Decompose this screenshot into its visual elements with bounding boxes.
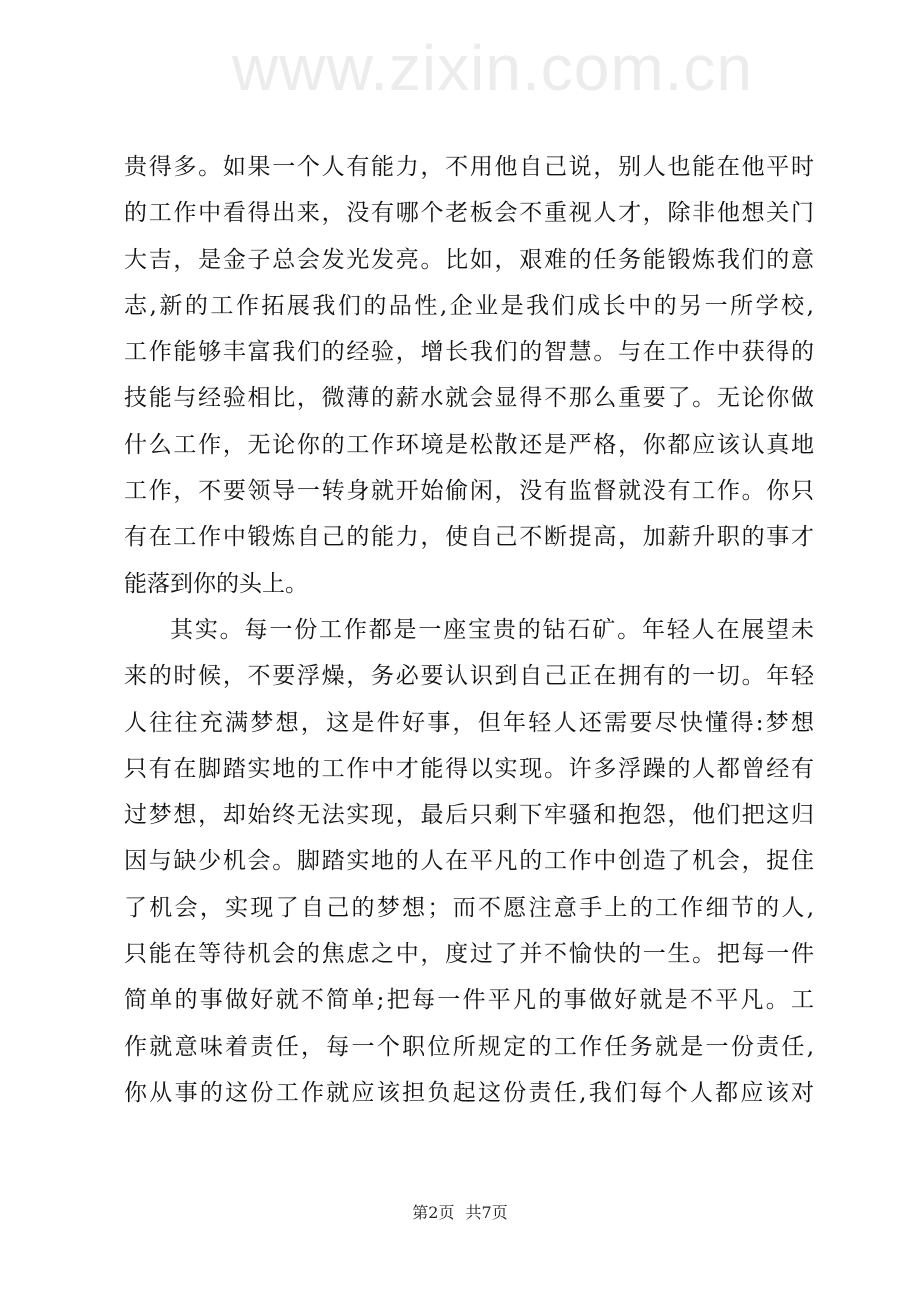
page-total: 共7页 bbox=[465, 1203, 508, 1222]
watermark: www.zixin.com.cn bbox=[232, 32, 753, 104]
text-line: 因与缺少机会。脚踏实地的人在平凡的工作中创造了机会，捉住 bbox=[124, 848, 814, 875]
text-line: 只有在脚踏实地的工作中才能得以实现。许多浮躁的人都曾经有 bbox=[124, 755, 814, 782]
text-line: 你从事的这份工作就应该担负起这份责任,我们每个人都应该对 bbox=[124, 1079, 814, 1106]
text-line: 技能与经验相比，微薄的薪水就会显得不那么重要了。无论你做 bbox=[124, 385, 814, 412]
text-line: 工作能够丰富我们的经验，增长我们的智慧。与在工作中获得的 bbox=[124, 339, 814, 366]
text-line: 什么工作，无论你的工作环境是松散还是严格，你都应该认真地 bbox=[124, 431, 814, 458]
text-line: 作就意味着责任，每一个职位所规定的工作任务就是一份责任, bbox=[124, 1033, 814, 1060]
text-line: 过梦想，却始终无法实现，最后只剩下牢骚和抱怨，他们把这归 bbox=[124, 802, 814, 829]
page-number: 第2页 bbox=[412, 1203, 455, 1222]
text-line: 工作，不要领导一转身就开始偷闲，没有监督就没有工作。你只 bbox=[124, 478, 814, 505]
page-footer bbox=[0, 1200, 920, 1223]
paragraph bbox=[124, 607, 814, 1116]
text-line: 来的时候，不要浮燥，务必要认识到自己正在拥有的一切。年轻 bbox=[124, 663, 814, 690]
text-line: 志,新的工作拓展我们的品性,企业是我们成长中的另一所学校, bbox=[124, 292, 814, 319]
paragraph bbox=[124, 144, 814, 607]
text-line: 能落到你的头上。 bbox=[124, 570, 308, 597]
text-line: 了机会，实现了自己的梦想；而不愿注意手上的工作细节的人, bbox=[124, 894, 814, 921]
text-line: 的工作中看得出来，没有哪个老板会不重视人才，除非他想关门 bbox=[124, 200, 814, 227]
text-line: 其实。每一份工作都是一座宝贵的钻石矿。年轻人在展望未 bbox=[170, 616, 814, 643]
text-line: 有在工作中锻炼自己的能力，使自己不断提高，加薪升职的事才 bbox=[124, 524, 814, 551]
text-line: 贵得多。如果一个人有能力，不用他自己说，别人也能在他平时 bbox=[124, 154, 814, 180]
text-line: 大吉，是金子总会发光发亮。比如，艰难的任务能锻炼我们的意 bbox=[124, 246, 814, 273]
document-body bbox=[124, 144, 814, 1116]
text-line: 只能在等待机会的焦虑之中，度过了并不愉快的一生。把每一件 bbox=[124, 941, 814, 968]
text-line: 简单的事做好就不简单;把每一件平凡的事做好就是不平凡。工 bbox=[124, 987, 814, 1014]
text-line: 人往往充满梦想，这是件好事，但年轻人还需要尽快懂得:梦想 bbox=[124, 709, 814, 736]
